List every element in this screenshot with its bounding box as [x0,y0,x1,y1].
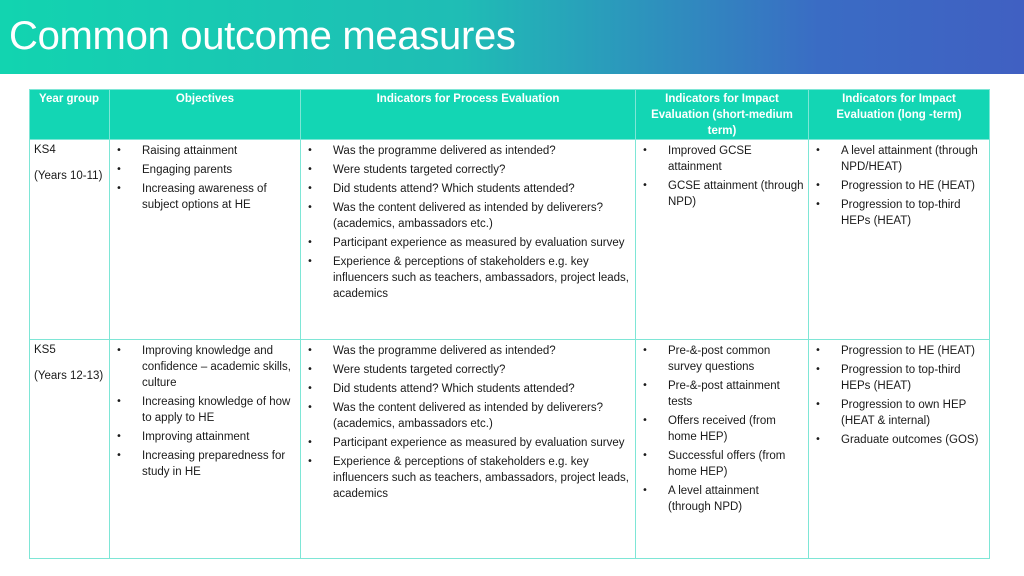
list-item: • Did students attend? Which students attended? [305,181,631,197]
list-item: • GCSE attainment (through NPD) [640,178,804,210]
objectives-list [114,343,296,480]
title-banner [0,0,1024,74]
list-item: • Graduate outcomes (GOS) [813,432,985,448]
header-impact-short-medium: Indicators for Impact Evaluation (short-medium term) [636,90,809,140]
years-label: (Years 10-11) [34,170,103,182]
years-label: (Years 12-13) [34,370,104,382]
long-term-list [813,343,985,448]
process-cell [301,140,636,340]
list-item: • Progression to top-third HEPs (HEAT) [813,362,985,394]
list-item: • Increasing knowledge of how to apply to HE [114,394,296,426]
list-item: • Engaging parents [114,162,296,178]
objectives-cell [110,140,301,340]
list-item: • Progression to own HEP (HEAT & internal) [813,397,985,429]
key-stage-label: KS5 [34,344,56,356]
list-item: • Progression to HE (HEAT) [813,343,985,359]
header-year-group: Year group [30,90,110,140]
list-item: • Increasing preparedness for study in HE [114,448,296,480]
list-item: • A level attainment (through NPD/HEAT) [813,143,985,175]
table-row [30,340,990,559]
list-item: • Did students attend? Which students attended? [305,381,631,397]
list-item: • Was the content delivered as intended by deliverers? (academics, ambassadors etc.) [305,400,631,432]
process-list [305,143,631,302]
short-medium-cell [636,340,809,559]
list-item: • Progression to top-third HEPs (HEAT) [813,197,985,229]
list-item: • Offers received (from home HEP) [640,413,804,445]
list-item: • Successful offers (from home HEP) [640,448,804,480]
outcome-measures-table [29,89,990,559]
list-item: • Was the programme delivered as intended? [305,143,631,159]
list-item: • Were students targeted correctly? [305,362,631,378]
list-item: • Experience & perceptions of stakeholders e.g. key influencers such as teachers, ambassadors, project leads, academics [305,454,631,502]
list-item: • Raising attainment [114,143,296,159]
table-header-row [30,90,990,140]
list-item: • Improving attainment [114,429,296,445]
list-item: • Participant experience as measured by evaluation survey [305,435,631,451]
objectives-list [114,143,296,213]
list-item: • Were students targeted correctly? [305,162,631,178]
long-term-list [813,143,985,229]
short-medium-cell [636,140,809,340]
page-title: Common outcome measures [9,14,516,58]
process-cell [301,340,636,559]
list-item: • Improved GCSE attainment [640,143,804,175]
short-medium-list [640,343,804,515]
list-item: • Pre-&-post attainment tests [640,378,804,410]
objectives-cell [110,340,301,559]
list-item: • A level attainment (through NPD) [640,483,804,515]
list-item: • Was the content delivered as intended by deliverers? (academics, ambassadors etc.) [305,200,631,232]
list-item: • Was the programme delivered as intended? [305,343,631,359]
year-group-cell [30,140,110,340]
header-process-evaluation: Indicators for Process Evaluation [301,90,636,140]
header-objectives: Objectives [110,90,301,140]
year-group-cell [30,340,110,559]
table-row [30,140,990,340]
list-item: • Pre-&-post common survey questions [640,343,804,375]
list-item: • Progression to HE (HEAT) [813,178,985,194]
short-medium-list [640,143,804,210]
list-item: • Participant experience as measured by evaluation survey [305,235,631,251]
long-term-cell [809,340,990,559]
header-impact-long-term: Indicators for Impact Evaluation (long -term) [809,90,990,140]
list-item: • Experience & perceptions of stakeholders e.g. key influencers such as teachers, ambassadors, project leads, academics [305,254,631,302]
key-stage-label: KS4 [34,144,56,156]
process-list [305,343,631,502]
list-item: • Improving knowledge and confidence – academic skills, culture [114,343,296,391]
list-item: • Increasing awareness of subject options at HE [114,181,296,213]
long-term-cell [809,140,990,340]
